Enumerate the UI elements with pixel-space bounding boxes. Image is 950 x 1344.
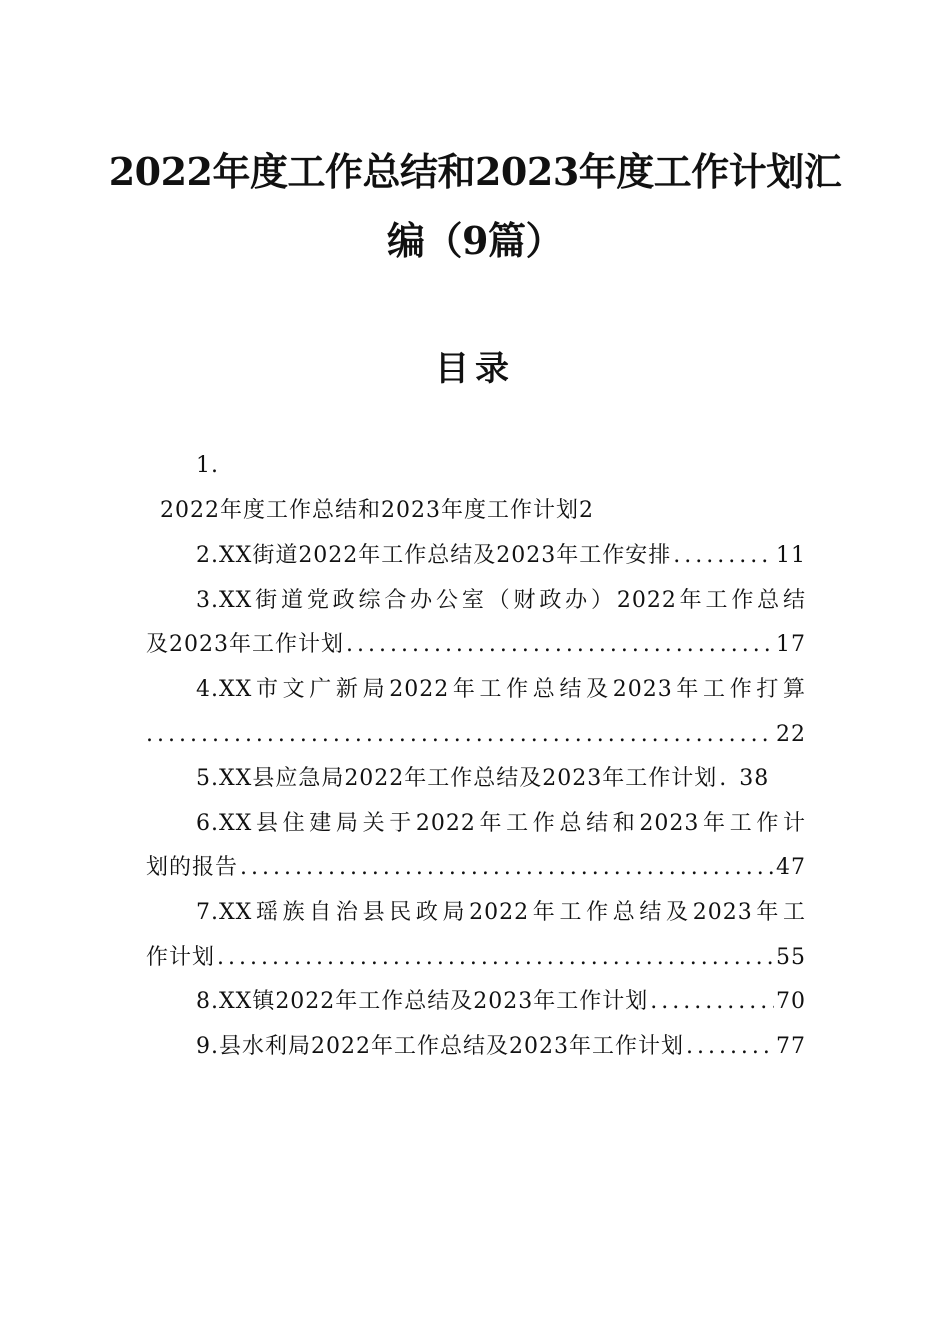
toc-leader-dots — [673, 539, 774, 573]
toc-leader-dots — [686, 1030, 774, 1064]
toc-item-page: 38 — [739, 766, 770, 791]
toc-item-text: 2022年度工作总结和2023年度工作计划 — [160, 498, 579, 523]
toc-item-text: 7.XX瑶族自治县民政局2022年工作总结及2023年工 — [196, 900, 806, 925]
toc-item-page: 47 — [776, 855, 806, 880]
toc-leader-dots — [346, 628, 774, 662]
toc-item-page: 11 — [776, 543, 806, 568]
toc-item-1-number[interactable] — [146, 449, 806, 483]
document-title-line-2: 编（9篇） — [387, 218, 563, 263]
toc-item-text: 9.县水利局2022年工作总结及2023年工作计划 — [196, 1034, 684, 1059]
toc-item-text: 作计划 — [146, 945, 216, 970]
toc-item-4-line-2[interactable] — [146, 718, 806, 752]
document-title-line-1: 2022年度工作总结和2023年度工作计划汇 — [108, 149, 842, 194]
toc-item-9[interactable] — [146, 1030, 806, 1064]
toc-item-number: 1. — [196, 453, 219, 478]
toc-item-page: 55 — [776, 945, 806, 970]
toc-item-page: 22 — [776, 722, 806, 747]
toc-leader-dots — [650, 985, 774, 1019]
toc-item-5[interactable] — [146, 762, 806, 796]
toc-item-7-line-1[interactable] — [146, 896, 806, 930]
toc-item-text: 3.XX街道党政综合办公室（财政办）2022年工作总结 — [196, 588, 806, 613]
toc-item-7-line-2[interactable] — [146, 941, 806, 975]
toc-heading: 目录 — [435, 349, 515, 389]
toc-item-text: 6.XX县住建局关于2022年工作总结和2023年工作计 — [196, 811, 806, 836]
toc-item-text: 4.XX市文广新局2022年工作总结及2023年工作打算 — [196, 677, 806, 702]
toc-item-text: 及2023年工作计划 — [146, 632, 344, 657]
toc-leader-dots — [719, 762, 729, 796]
toc-item-page: 2 — [578, 498, 594, 523]
toc-leader-dots — [146, 718, 774, 752]
toc-item-page: 77 — [776, 1034, 806, 1059]
toc-item-6-line-1[interactable] — [146, 807, 806, 841]
toc-item-text: 5.XX县应急局2022年工作总结及2023年工作计划 — [196, 766, 718, 791]
toc-item-8[interactable] — [146, 985, 806, 1019]
toc-item-2[interactable] — [146, 539, 806, 573]
toc-item-text: 2.XX街道2022年工作总结及2023年工作安排 — [196, 543, 672, 568]
toc-item-page: 17 — [776, 632, 806, 657]
toc-item-1[interactable] — [146, 494, 806, 528]
toc-item-6-line-2[interactable] — [146, 851, 806, 885]
toc-item-3-line-2[interactable] — [146, 628, 806, 662]
toc-item-4-line-1[interactable] — [146, 673, 806, 707]
toc-item-page: 70 — [776, 989, 806, 1014]
toc-item-3-line-1[interactable] — [146, 584, 806, 618]
toc-item-text: 划的报告 — [146, 855, 239, 880]
toc-leader-dots — [240, 851, 774, 885]
toc-leader-dots — [217, 941, 774, 975]
toc-item-text: 8.XX镇2022年工作总结及2023年工作计划 — [196, 989, 649, 1014]
